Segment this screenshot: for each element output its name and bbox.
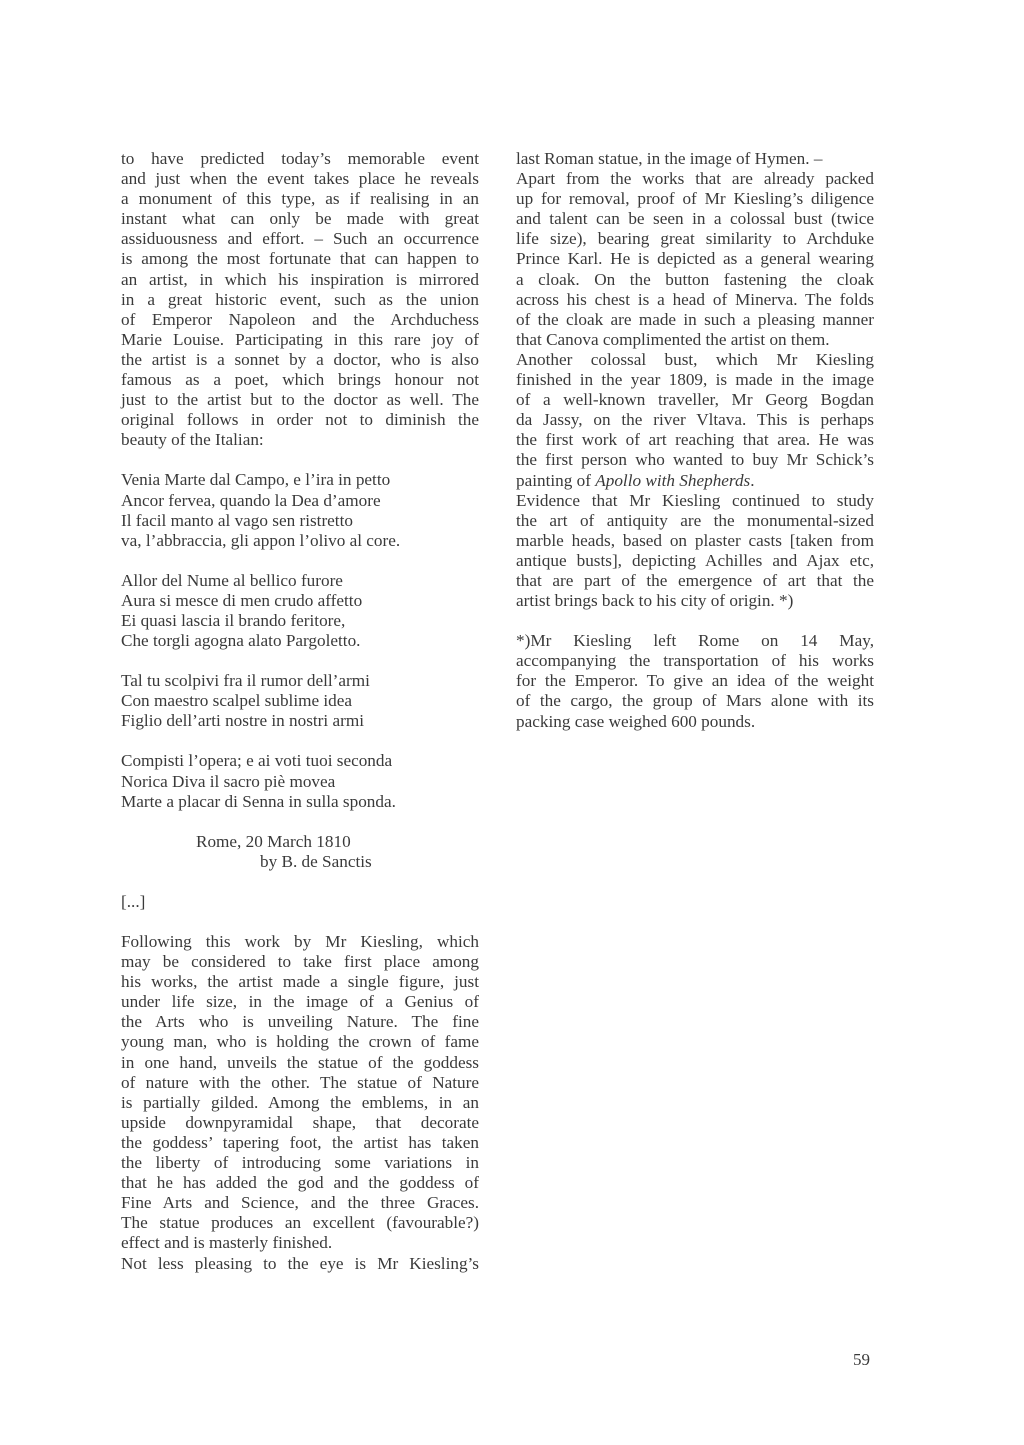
place-date: Rome, 20 March 1810 <box>196 831 351 851</box>
verse-line: Tal tu scolpivi fra il rumor dell’armi <box>121 671 370 691</box>
painting-title: Apollo with Shepherds <box>595 470 751 490</box>
text-line: his works, the artist made a single figure, just <box>121 972 479 992</box>
text-line: The statue produces an excellent (favourable?) <box>121 1213 479 1233</box>
verse-line: Allor del Nume al bellico furore <box>121 570 343 590</box>
paragraph-not-less-pleasing <box>121 1254 479 1274</box>
right-column <box>516 149 874 732</box>
verse-line: Che torgli agogna alato Pargoletto. <box>121 631 361 651</box>
verse-line: Marte a placar di Senna in sulla sponda. <box>121 791 396 811</box>
verse-line: Ei quasi lascia il brando feritore, <box>121 610 346 630</box>
verse-line: Il facil manto al vago sen ristretto <box>121 510 353 530</box>
text-line: da Jassy, on the river Vltava. This is perhaps <box>516 410 874 430</box>
text-line: beauty of the Italian: <box>121 430 264 450</box>
text-line: the goddess’ tapering foot, the artist has taken <box>121 1132 479 1152</box>
text-line: of the cargo, the group of Mars alone with its <box>516 691 874 711</box>
text-line: original follows in order not to diminish the <box>121 410 479 430</box>
paragraph-georg-bogdan <box>516 350 874 491</box>
text-line: and just when the event takes place he reveals <box>121 169 479 189</box>
verse-line: Figlio dell’arti nostre in nostri armi <box>121 711 364 731</box>
verse-line: Norica Diva il sacro piè movea <box>121 771 336 791</box>
verse-line: Aura si mesce di men crudo affetto <box>121 590 363 610</box>
text-line: the liberty of introducing some variations in <box>121 1153 479 1173</box>
text-line: accompanying the transportation of his works <box>516 651 874 671</box>
text-line: Marie Louise. Participating in this rare joy of <box>121 329 479 349</box>
text-line: finished in the year 1809, is made in the image <box>516 370 874 390</box>
verse-line: va, l’abbraccia, gli appon l’olivo al core. <box>121 530 401 550</box>
text-line: and talent can be seen in a colossal bust (twice <box>516 209 874 229</box>
text-line: that are part of the emergence of art that the <box>516 570 874 590</box>
sonnet-stanza-4 <box>121 751 479 811</box>
sonnet-stanza-3 <box>121 671 479 731</box>
text-line: last Roman statue, in the image of Hymen. – <box>516 149 823 168</box>
text-line: life size), bearing great similarity to Archduke <box>516 229 874 249</box>
paragraph-genius-of-arts <box>121 932 479 1254</box>
sonnet-dateline <box>121 832 479 872</box>
text-line: an artist, in which his inspiration is mirrored <box>121 269 479 289</box>
text-line: assiduousness and effort. – Such an occurrence <box>121 229 479 249</box>
page-number: 59 <box>853 1350 870 1369</box>
text-line: of the cloak are made in such a pleasing manner <box>516 309 874 329</box>
left-column <box>121 149 479 1274</box>
sonnet-author: by B. de Sanctis <box>260 851 372 871</box>
text-line: Following this work by Mr Kiesling, which <box>121 932 479 951</box>
text-line: Prince Karl. He is depicted as a general wearing <box>516 249 874 269</box>
paragraph-antiquity-study <box>516 491 874 612</box>
verse-line: Ancor fervea, quando la Dea d’amore <box>121 490 381 510</box>
verse-line: Compisti l’opera; e ai voti tuoi seconda <box>121 751 393 771</box>
text-line: Another colossal bust, which Mr Kiesling <box>516 349 874 369</box>
sonnet-stanza-2 <box>121 571 479 651</box>
text-line: for the Emperor. To give an idea of the weight <box>516 671 874 691</box>
text-line: in a great historic event, such as the union <box>121 289 479 309</box>
text-line: artist brings back to his city of origin. *) <box>516 591 794 611</box>
text-line: young man, who is holding the crown of fame <box>121 1032 479 1052</box>
text-line: across his chest is a head of Minerva. The folds <box>516 289 874 309</box>
text-line: the art of antiquity are the monumental-sized <box>516 510 874 530</box>
verse-line: Venia Marte dal Campo, e l’ira in petto <box>121 470 391 490</box>
text-line: a monument of this type, as if realising in an <box>121 189 479 209</box>
footnote <box>516 631 874 731</box>
text-line: instant what can only be made with great <box>121 209 479 229</box>
text-line: the first person who wanted to buy Mr Schick’s <box>516 450 874 470</box>
text-line: upside downpyramidal shape, that decorate <box>121 1112 479 1132</box>
text-line: Apart from the works that are already packed <box>516 169 874 189</box>
text-line: the first work of art reaching that area. He was <box>516 430 874 450</box>
text-line: packing case weighed 600 pounds. <box>516 711 756 731</box>
text-line: effect and is masterly finished. <box>121 1233 333 1253</box>
text-line: of Emperor Napoleon and the Archduchess <box>121 309 479 329</box>
text-line: painting of Apollo with Shepherds. <box>516 470 755 490</box>
text-line: Evidence that Mr Kiesling continued to study <box>516 490 874 510</box>
text-line: that he has added the god and the goddess of <box>121 1173 479 1193</box>
text-line: of nature with the other. The statue of Nature <box>121 1072 479 1092</box>
text-line: up for removal, proof of Mr Kiesling’s diligence <box>516 189 874 209</box>
verse-line: Con maestro scalpel sublime idea <box>121 691 353 711</box>
text-line: the Arts who is unveiling Nature. The fine <box>121 1012 479 1032</box>
text-line: under life size, in the image of a Genius of <box>121 992 479 1012</box>
text-line: just to the artist but to the doctor as well. The <box>121 390 479 410</box>
text-line: that Canova complimented the artist on them. <box>516 329 830 349</box>
text-line: Not less pleasing to the eye is Mr Kiesling’s <box>121 1253 479 1273</box>
text-line: a cloak. On the button fastening the cloak <box>516 269 874 289</box>
text-line: marble heads, based on plaster casts [taken from <box>516 530 874 550</box>
text-line: the artist is a sonnet by a doctor, who is also <box>121 349 479 369</box>
text-line: Fine Arts and Science, and the three Graces. <box>121 1193 479 1213</box>
text-line: antique busts], depicting Achilles and Ajax etc, <box>516 550 874 570</box>
text-line: famous as a poet, which brings honour not <box>121 370 479 390</box>
text-line: is among the most fortunate that can happen to <box>121 249 479 269</box>
paragraph-hymen-busts <box>516 149 874 350</box>
text-line: in one hand, unveils the statue of the goddess <box>121 1052 479 1072</box>
text-line: of a well-known traveller, Mr Georg Bogdan <box>516 390 874 410</box>
sonnet-stanza-1 <box>121 470 479 550</box>
text-line: *)Mr Kiesling left Rome on 14 May, <box>516 631 874 651</box>
paragraph-sonnet-intro <box>121 149 479 450</box>
omission-marker: [...] <box>121 891 146 911</box>
text-line: to have predicted today’s memorable event <box>121 149 479 168</box>
text-line: is partially gilded. Among the emblems, in an <box>121 1092 479 1112</box>
text-line: may be considered to take first place among <box>121 952 479 972</box>
